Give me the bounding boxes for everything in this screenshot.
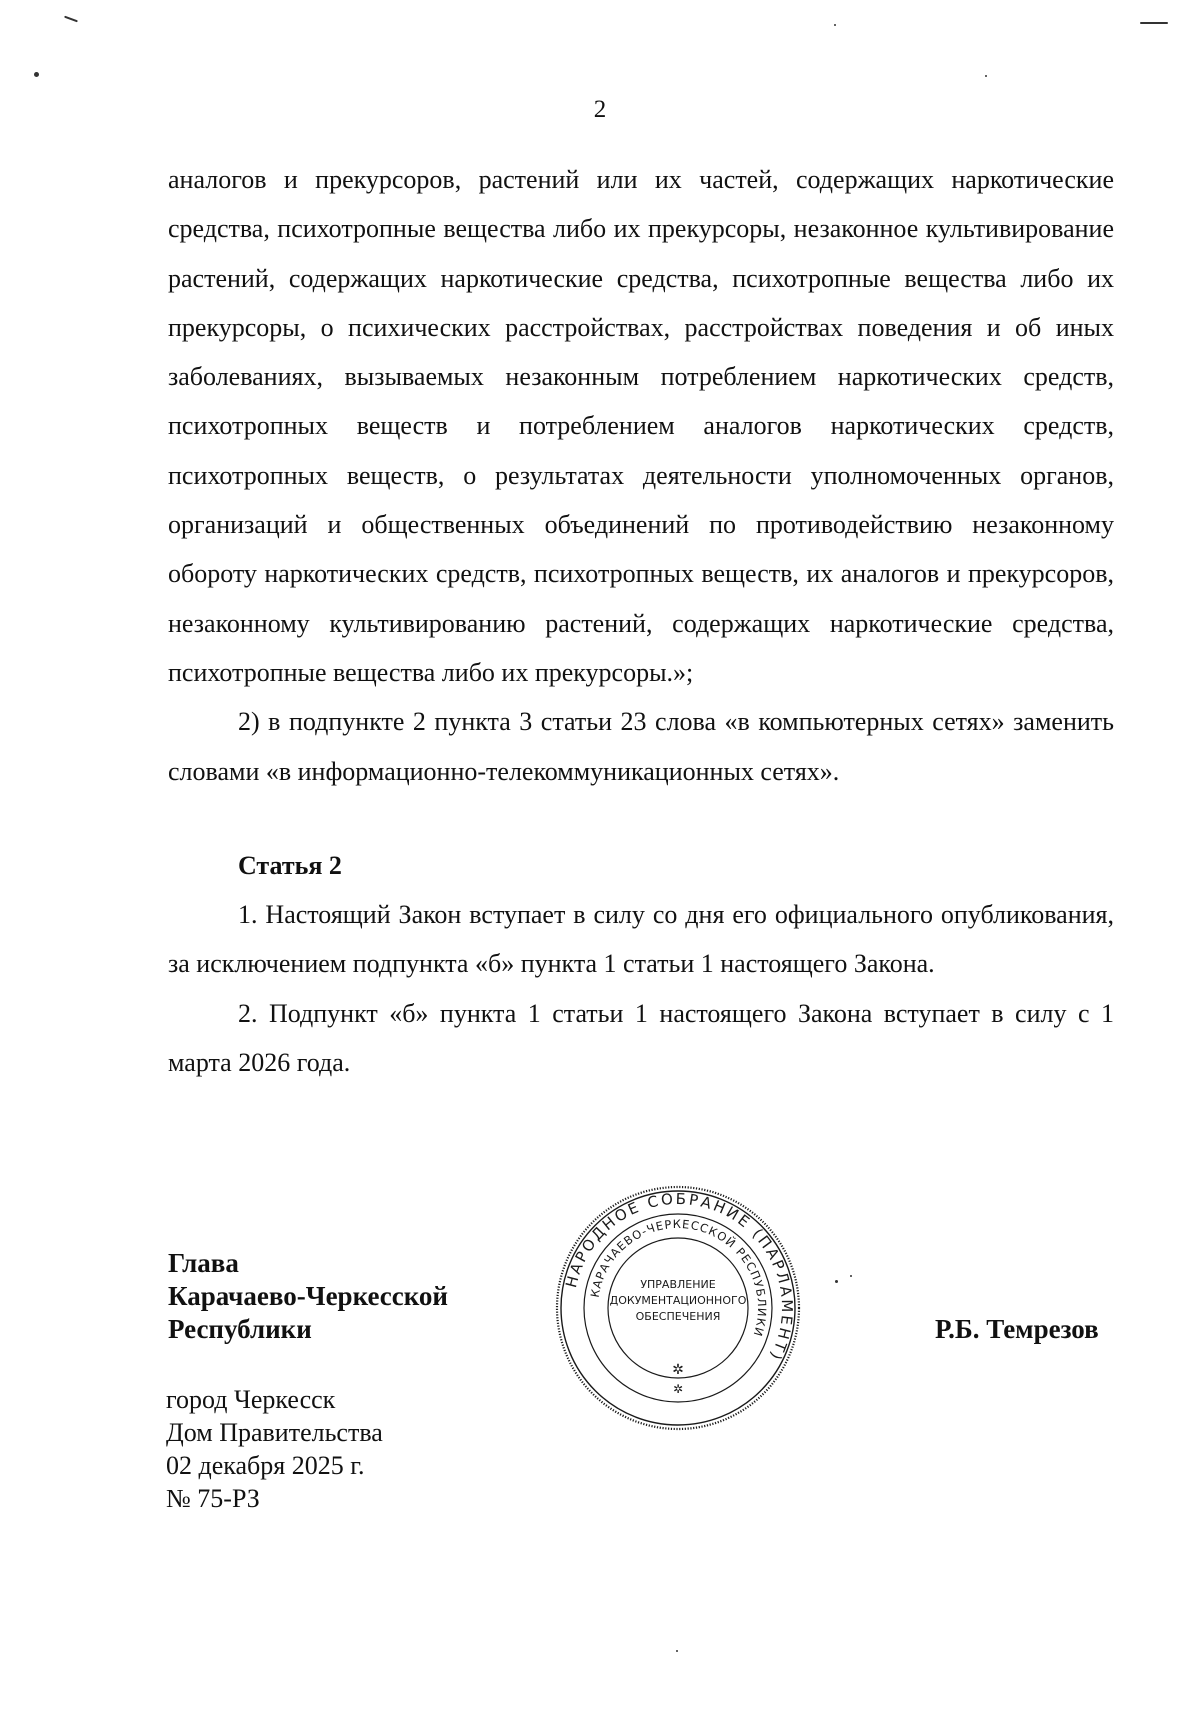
signatory-name: Р.Б. Темрезов [935,1314,1099,1344]
scan-artifact [850,1275,852,1277]
signatory-title-line: Глава [168,1248,239,1278]
paragraph-subitem-2: 2) в подпункте 2 пункта 3 статьи 23 слова «в компьютерных сетях» заменить словами «в информационно-телекоммуникационных сетях». [168,707,1114,786]
article-item-2: 2. Подпункт «б» пункта 1 статьи 1 настоящего Закона вступает в силу с 1 марта 2026 года. [168,998,1114,1078]
scan-artifact [34,72,39,77]
scan-artifact [835,1280,838,1283]
seal-star-icon: ✲ [672,1362,684,1378]
official-seal [554,1184,802,1432]
signatory-title-line: Карачаево-Черкесской [168,1281,448,1311]
page-number: 2 [593,96,607,123]
scan-artifact [985,75,987,77]
article-heading: Статья 2 [238,850,342,880]
seal-center-line: УПРАВЛЕНИЕ [640,1278,716,1291]
document-body [168,155,1114,1087]
article-item-1: 1. Настоящий Закон вступает в силу со дня его официального опубликования, за исключением подпункта «б» пункта 1 статьи 1 настоящего Закона. [168,900,1114,979]
scan-artifact [834,24,836,26]
place-line: город Черкесск [166,1385,336,1414]
seal-center-line: ОБЕСПЕЧЕНИЯ [635,1310,721,1323]
seal-center-line: ДОКУМЕНТАЦИОННОГО [609,1294,747,1307]
seal-inner-text: КАРАЧАЕВО-ЧЕРКЕССКОЙ РЕСПУБЛИКИ [587,1216,770,1339]
place-and-date [166,1383,383,1515]
seal-outer-text: НАРОДНОЕ СОБРАНИЕ (ПАРЛАМЕНТ) [562,1189,797,1365]
signatory-title-line: Республики [168,1314,312,1344]
scan-artifact [64,16,78,23]
scan-artifact [676,1650,678,1652]
seal-star-icon: ✲ [672,1382,684,1396]
date-line: 02 декабря 2025 г. [166,1451,365,1480]
place-line: Дом Правительства [166,1418,383,1447]
signatory-title [168,1247,448,1346]
paragraph-continuation: аналогов и прекурсоров, растений или их частей, содержащих наркотические средства, психотропные вещества либо их прекурсоры, незаконное культивирование растений, содержащих наркотические средства, психотропные вещества либо их прекурсоры, о психических расстройствах, расстройствах поведения и об иных заболеваниях, вызываемых незаконным потреблением наркотических средств, психотропных веществ и потреблением аналогов наркотических средств, психотропных веществ, о результатах деятельности уполномоченных органов, организаций и общественных объединений по противодействию незаконному обороту наркотических средств, психотропных веществ, их аналогов и прекурсоров, незаконному культивированию растений, содержащих наркотические средства, психотропные вещества либо их прекурсоры.»; [168,165,1114,687]
scan-artifact [1140,22,1168,24]
law-number-line: № 75-РЗ [166,1484,260,1513]
